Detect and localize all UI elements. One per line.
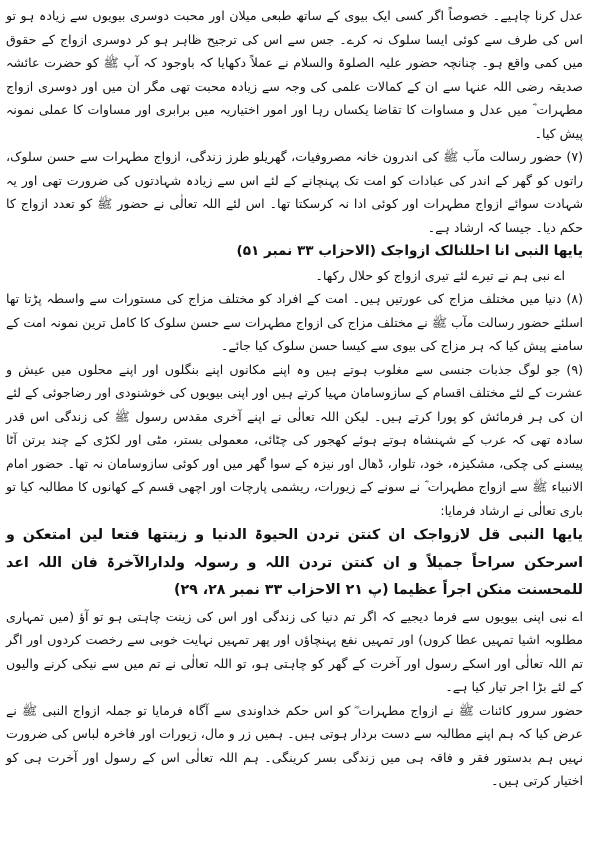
paragraph-equality-between-wives: عدل کرنا چاہیے۔ خصوصاً اگر کسی ایک بیوی کے ساتھ طبعی میلان اور محبت دوسری بیویوں سے زیادہ ہو تو اس کی طرف سے کوئی ایسا سلوک نہ کرے۔ جس سے اس کی ترجیح ظاہر ہو کر دوسری ازواج کے حقوق میں کمی واقع ہو۔ چنانچہ حضور علیہ الصلوۃ والسلام نے عملاً دکھایا کہ باوجود کہ آپ ﷺ کو حضرت عائشہ صدیقہ رضی اللہ عنہا سے ان کے کمالات علمی کی وجہ سے زیادہ محبت تھی مگر ان میں اور دوسری ازواج مطہرات ؓ میں عدل و مساوات کا تقاضا یکساں رہا اور امور اختیاریہ میں برابری اور مساوات کا عملی نمونہ پیش کیا۔ [6, 8, 583, 141]
verse-translation-ahzab-28-29: اے نبی اپنی بیویوں سے فرما دیجیے کہ اگر تم دنیا کی زندگی اور اس کی زینت چاہتی ہو تو آؤ (میں تمہاری مطلوبہ اشیا تمہیں عطا کروں) اور تمہیں نفع پہنچاؤں اور پھر تمہیں نہایت خوبی سے رخصت کردوں اور اگر تم اللہ تعالٰی اور اسکے رسول اور آخرت کے گھر کو چاہتی ہو، تو اللہ تعالٰی نے تم میں سے نیکی کرنے والیوں کے لئے بڑا اجر تیار کیا ہے۔ [6, 608, 583, 694]
quran-verse-ahzab-51: یایھا النبی انا احللنالک ازواجک (الاحزاب ۳۳ نمبر ۵۱) [236, 243, 583, 259]
paragraph-point-7: (۷) حضور رسالت مآب ﷺ کی اندرون خانہ مصروفیات، گھریلو طرز زندگی، ازواج مطہرات سے حسن سلوک، راتوں کو گھر کے اندر کی عبادات کو امت تک پہنچانے کے لئے اس سے زیادہ شہادتوں کی ضرورت تھی اور یہ شہادت سوائے ازواج مطہرات اور کوئی ادا نہ کرسکتا تھا۔ اس لئے اللہ تعالٰی نے حضور ﷺ کو تعدد ازواج کا حکم دیا۔ جیسا کہ ارشاد ہے۔ [6, 149, 583, 235]
paragraph-wives-response: حضور سرور کائنات ﷺ نے ازواج مطہرات ؓ کو اس حکم خداوندی سے آگاہ فرمایا تو جملہ ازواج النبی ﷺ نے عرض کیا کہ ہم اپنے مطالبہ سے دست بردار ہوتی ہیں۔ ہمیں زر و مال، زیورات اور فاخرہ لباس کی ضرورت نہیں ہم بدستور فقر و فاقہ ہی میں زندگی بسر کرینگی۔ ہم اللہ تعالٰی اس کے رسول اور آخرت ہی کو اختیار کرتی ہیں۔ [6, 702, 583, 788]
quran-verse-ahzab-28-29: یایھا النبی قل لازواجک ان کنتن تردن الحیوۃ الدنیا و زینتھا فتعا لین امتعکن و اسرحکن سراحاً جمیلاً و ان کنتن تردن اللہ و رسولہ ولدارالآخرۃ فان اللہ اعد للمحسنت منکن اجراً عظیما (پ ۲۱ الاحزاب ۳۳ نمبر ۲۸، ۲۹) [6, 527, 583, 598]
paragraph-point-9: (۹) جو لوگ جذبات جنسی سے مغلوب ہوتے ہیں وہ اپنے مکانوں اپنے بنگلوں اور اپنے محلوں میں عیش و عشرت کے لئے مختلف اقسام کے سازوسامان مہیا کرتے ہیں اور اپنی بیویوں کی خوشنودی اور رضاجوئی کے لئے ان کی ہر فرمائش کو پورا کرتے ہیں۔ لیکن اللہ تعالٰی نے اپنے آخری مقدس رسول ﷺ کی زندگی اس قدر سادہ تھی کہ عرب کے شہنشاہ ہوتے ہوئے کھجور کی چٹائی، معمولی بستر، مٹی اور لکڑی کے چند برتن آٹا پیسنے کی چکی، مشکیزہ، خود، تلوار، ڈھال اور نیزہ کے سوا گھر میں اور کوئی سازوسامان نہ تھا۔ حضور امام الانبیاء ﷺ سے ازواج مطہرات ؓ نے سونے کے زیورات، ریشمی پارچات اور اچھی قسم کے کھانوں کا مطالبہ کیا تو باری تعالٰی نے ارشاد فرمایا: [6, 361, 583, 518]
paragraph-point-8: (۸) دنیا میں مختلف مزاج کی عورتیں ہیں۔ امت کے افراد کو مختلف مزاج کی مستورات سے واسطہ پڑتا تھا اسلئے حضور رسالت مآب ﷺ نے مختلف مزاج کی ازواج مطہرات سے حسن سلوک کا کامل ترین نمونہ امت کے سامنے پیش کیا کہ ہر مزاج کی بیوی سے کیسا حسن سلوک کیا جائے۔ [6, 291, 583, 353]
verse-translation-ahzab-51: اے نبی ہم نے تیرے لئے تیری ازواج کو حلال رکھا۔ [315, 267, 565, 283]
